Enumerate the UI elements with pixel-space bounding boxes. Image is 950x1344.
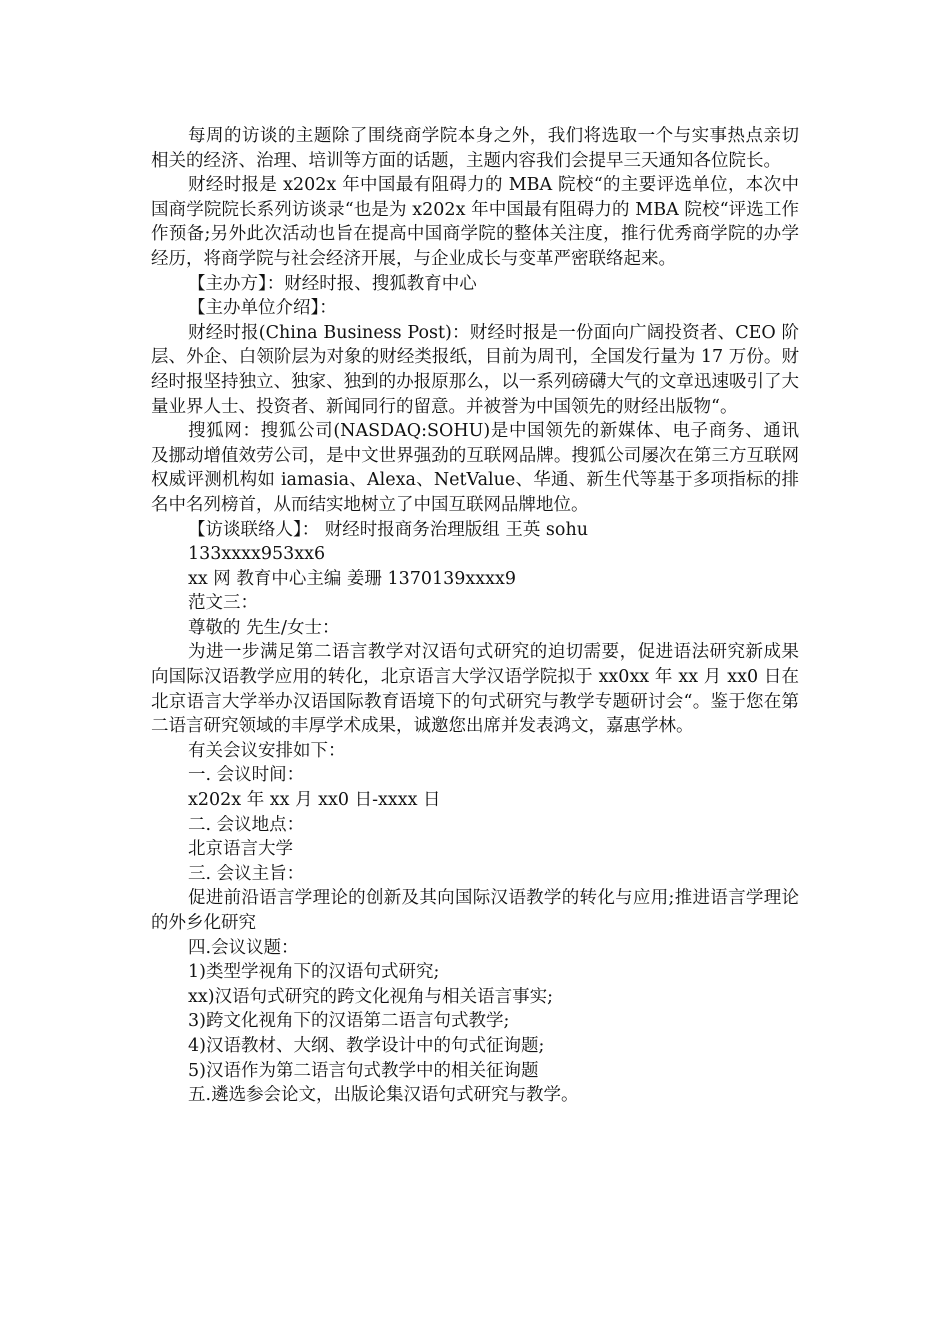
paragraph-salutation: 尊敬的 先生/女士： <box>188 617 340 638</box>
paragraph-topic-1: 1)类型学视角下的汉语句式研究; <box>188 962 440 983</box>
paragraph-meeting-purpose: 促进前沿语言学理论的创新及其向国际汉语教学的转化与应用;推进语言学理论的外乡化研究 <box>151 888 799 933</box>
paragraph-sample-three: 范文三： <box>188 593 258 614</box>
paragraph-organizer-intro-heading: 【主办单位介绍】： <box>188 298 337 319</box>
paragraph-arrangement-intro: 有关会议安排如下： <box>188 740 346 761</box>
paragraph-meeting-time: x202x 年 xx 月 xx0 日-xxxx 日 <box>188 790 441 811</box>
paragraph-meeting-topics-heading: 四.会议议题： <box>188 937 299 958</box>
paragraph-topic-4: 4)汉语教材、大纲、教学设计中的句式征询题; <box>188 1035 545 1056</box>
paragraph-meeting-venue-heading: 二. 会议地点： <box>188 814 305 835</box>
paragraph-contact-editor: xx 网 教育中心主编 姜珊 1370139xxxx9 <box>188 568 517 589</box>
paragraph-caijing-intro: 财经时报(China Business Post)：财经时报是一份面向广阔投资者、CEO 阶层、外企、白领阶层为对象的财经类报纸，目前为周刊，全国发行量为 17 万份。财经时报坚持独立、独家、独到的办报原那么，以一系列磅礴大气的文章迅速吸引了大量业界人士、投资者、新闻同行的留意。并被誉为中国领先的财经出版物“。 <box>151 322 799 417</box>
paragraph-organizer: 【主办方】：财经时报、搜狐教育中心 <box>188 273 477 294</box>
paragraph-topic-5: 5)汉语作为第二语言句式教学中的相关征询题 <box>188 1060 539 1081</box>
paragraph-meeting-venue: 北京语言大学 <box>188 839 293 860</box>
paragraph-contact-phone: 133xxxx953xx6 <box>188 544 326 565</box>
paragraph-invitation: 为进一步满足第二语言教学对汉语句式研究的迫切需要，促进语法研究新成果向国际汉语教学应用的转化，北京语言大学汉语学院拟于 xx0xx 年 xx 月 xx0 日在北京语言大学举办汉语国际教育语境下的句式研究与教学专题研讨会“。鉴于您在第二语言研究领域的丰厚学术成果，诚邀您出席并发表鸿文，嘉惠学林。 <box>151 642 799 737</box>
document-body <box>151 124 799 1108</box>
paragraph-caijing-selection: 财经时报是 x202x 年中国最有阻碍力的 MBA 院校“的主要评选单位，本次中国商学院院长系列访谈录“也是为 x202x 年中国最有阻碍力的 MBA 院校“评选工作作预备;另外此次活动也旨在提高中国商学院的整体关注度，推行优秀商学院的办学经历，将商学院与社会经济开展，与企业成长与变革严密联络起来。 <box>151 175 799 269</box>
paragraph-meeting-time-heading: 一. 会议时间： <box>188 765 305 786</box>
paragraph-sohu-intro: 搜狐网：搜狐公司(NASDAQ:SOHU)是中国领先的新媒体、电子商务、通讯及挪动增值效劳公司，是中文世界强劲的互联网品牌。搜狐公司屡次在第三方互联网权威评测机构如 iamasia、Alexa、NetValue、华通、新生代等基于多项指标的排名中名列榜首，从而结实地树立了中国互联网品牌地位。 <box>151 421 799 515</box>
paragraph-topic-3: 3)跨文化视角下的汉语第二语言句式教学; <box>188 1011 510 1032</box>
paragraph-interview-topic: 每周的访谈的主题除了围绕商学院本身之外，我们将选取一个与实事热点亲切相关的经济、治理、培训等方面的话题，主题内容我们会提早三天通知各位院长。 <box>151 126 799 171</box>
paragraph-topic-2: xx)汉语句式研究的跨文化视角与相关语言事实; <box>188 986 553 1007</box>
paragraph-contact-person: 【访谈联络人】： 财经时报商务治理版组 王英 sohu <box>188 519 588 540</box>
paragraph-meeting-purpose-heading: 三. 会议主旨： <box>188 863 305 884</box>
paragraph-paper-selection: 五.遴选参会论文，出版论集汉语句式研究与教学。 <box>188 1085 579 1106</box>
